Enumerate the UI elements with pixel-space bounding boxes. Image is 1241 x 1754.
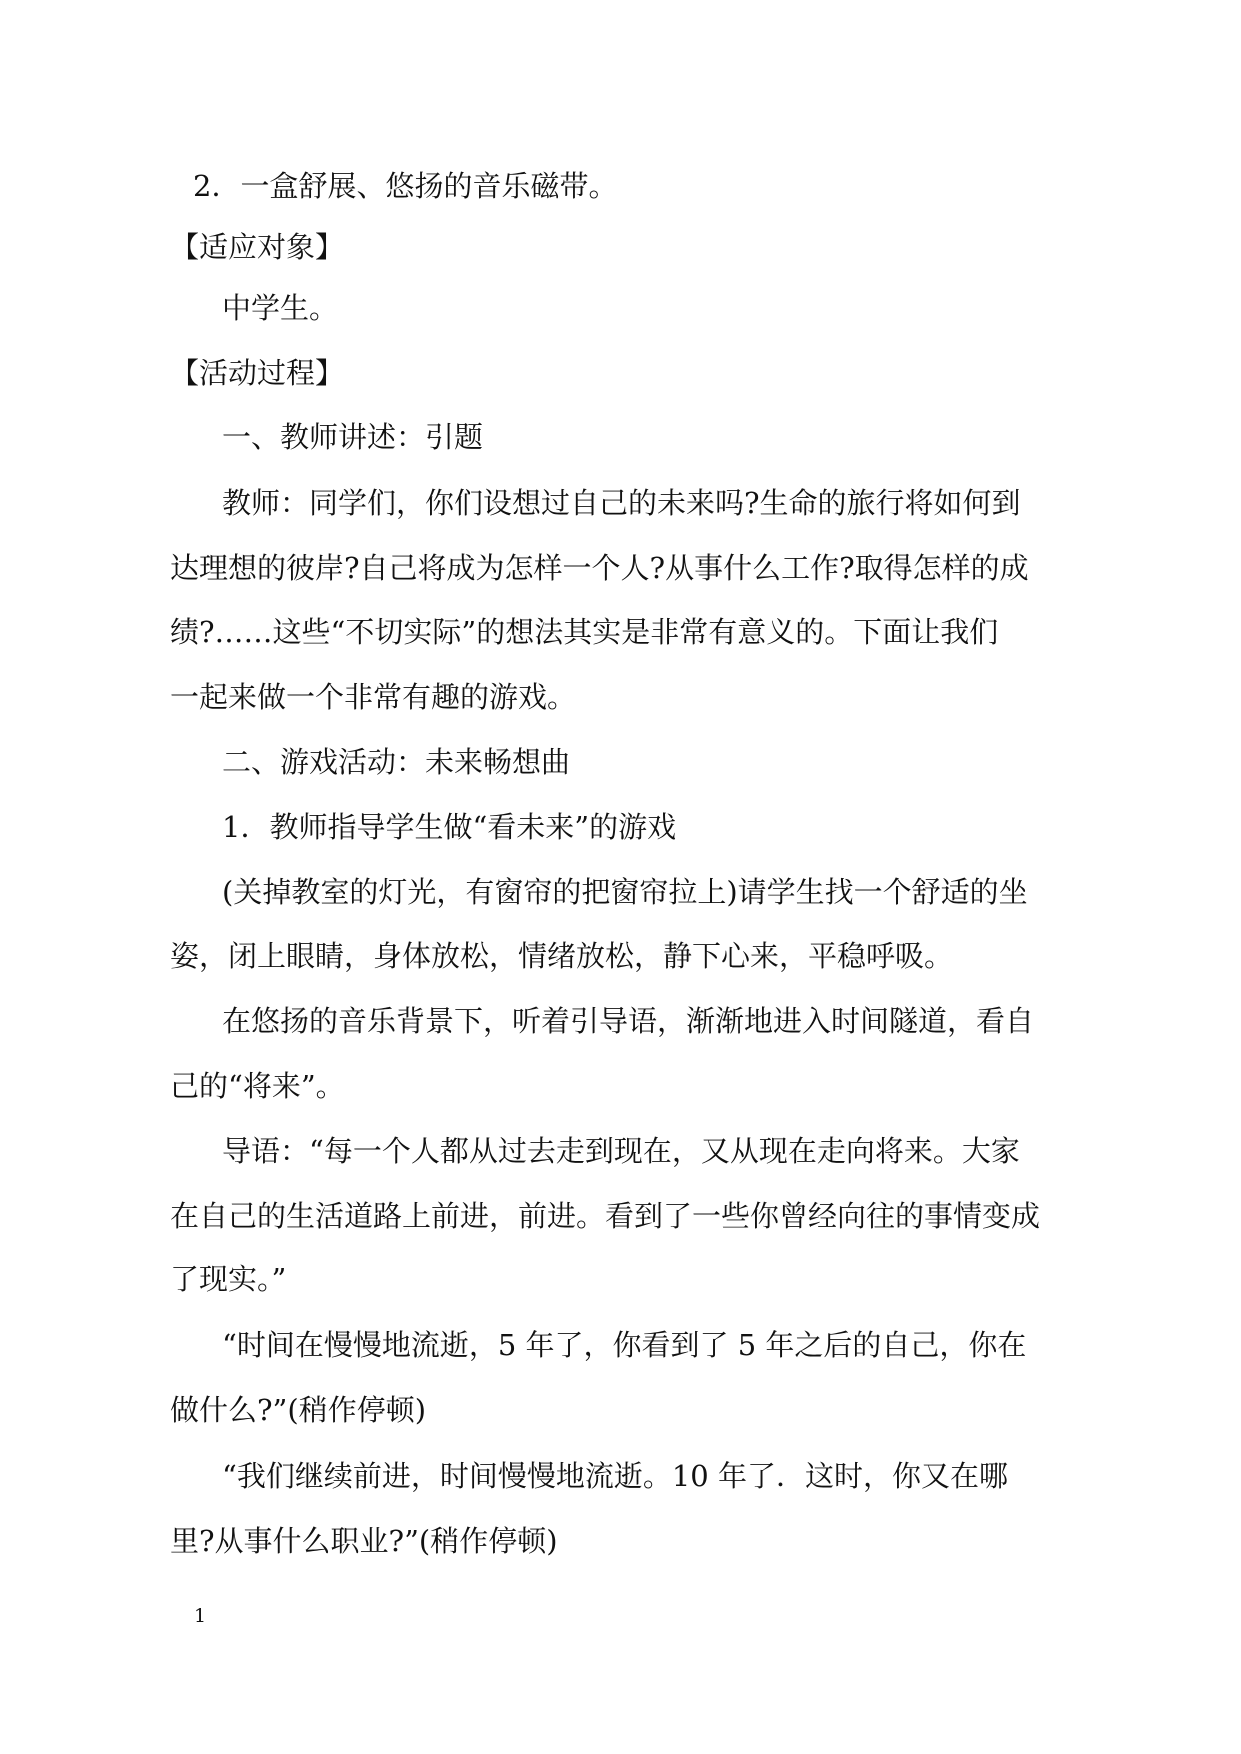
text-line: 中学生。	[222, 291, 339, 325]
text-line: 里?从事什么职业?”(稍作停顿)	[170, 1524, 558, 1558]
text-line: 了现实。”	[170, 1262, 287, 1296]
text-line: “时间在慢慢地流逝，5 年了，你看到了 5 年之后的自己，你在	[222, 1328, 1027, 1362]
text-line: 导语：“每一个人都从过去走到现在，又从现在走向将来。大家	[222, 1134, 1020, 1168]
text-line: 姿，闭上眼睛，身体放松，情绪放松，静下心来，平稳呼吸。	[170, 939, 954, 973]
page-number: 1	[194, 1605, 207, 1627]
text-line: 2．一盒舒展、悠扬的音乐磁带。	[193, 169, 618, 203]
text-line: 绩?……这些“不切实际”的想法其实是非常有意义的。下面让我们	[170, 615, 999, 649]
section-heading: 【适应对象】	[170, 230, 345, 264]
text-line: 二、游戏活动：未来畅想曲	[222, 745, 571, 779]
text-line: 在自己的生活道路上前进，前进。看到了一些你曾经向往的事情变成	[170, 1199, 1041, 1233]
text-line: 1．教师指导学生做“看未来”的游戏	[222, 810, 677, 844]
text-line: (关掉教室的灯光，有窗帘的把窗帘拉上)请学生找一个舒适的坐	[222, 875, 1028, 909]
text-line: “我们继续前进，时间慢慢地流逝。10 年了．这时，你又在哪	[222, 1459, 1008, 1493]
section-heading: 【活动过程】	[170, 356, 345, 390]
text-line: 在悠扬的音乐背景下，听着引导语，渐渐地进入时间隧道，看自	[222, 1004, 1035, 1038]
text-line: 一、教师讲述：引题	[222, 420, 484, 454]
text-line: 教师：同学们，你们设想过自己的未来吗?生命的旅行将如何到	[222, 486, 1021, 520]
text-line: 达理想的彼岸?自己将成为怎样一个人?从事什么工作?取得怎样的成	[170, 551, 1029, 585]
text-line: 一起来做一个非常有趣的游戏。	[170, 680, 577, 714]
text-line: 己的“将来”。	[170, 1069, 345, 1103]
text-line: 做什么?”(稍作停顿)	[170, 1393, 427, 1427]
